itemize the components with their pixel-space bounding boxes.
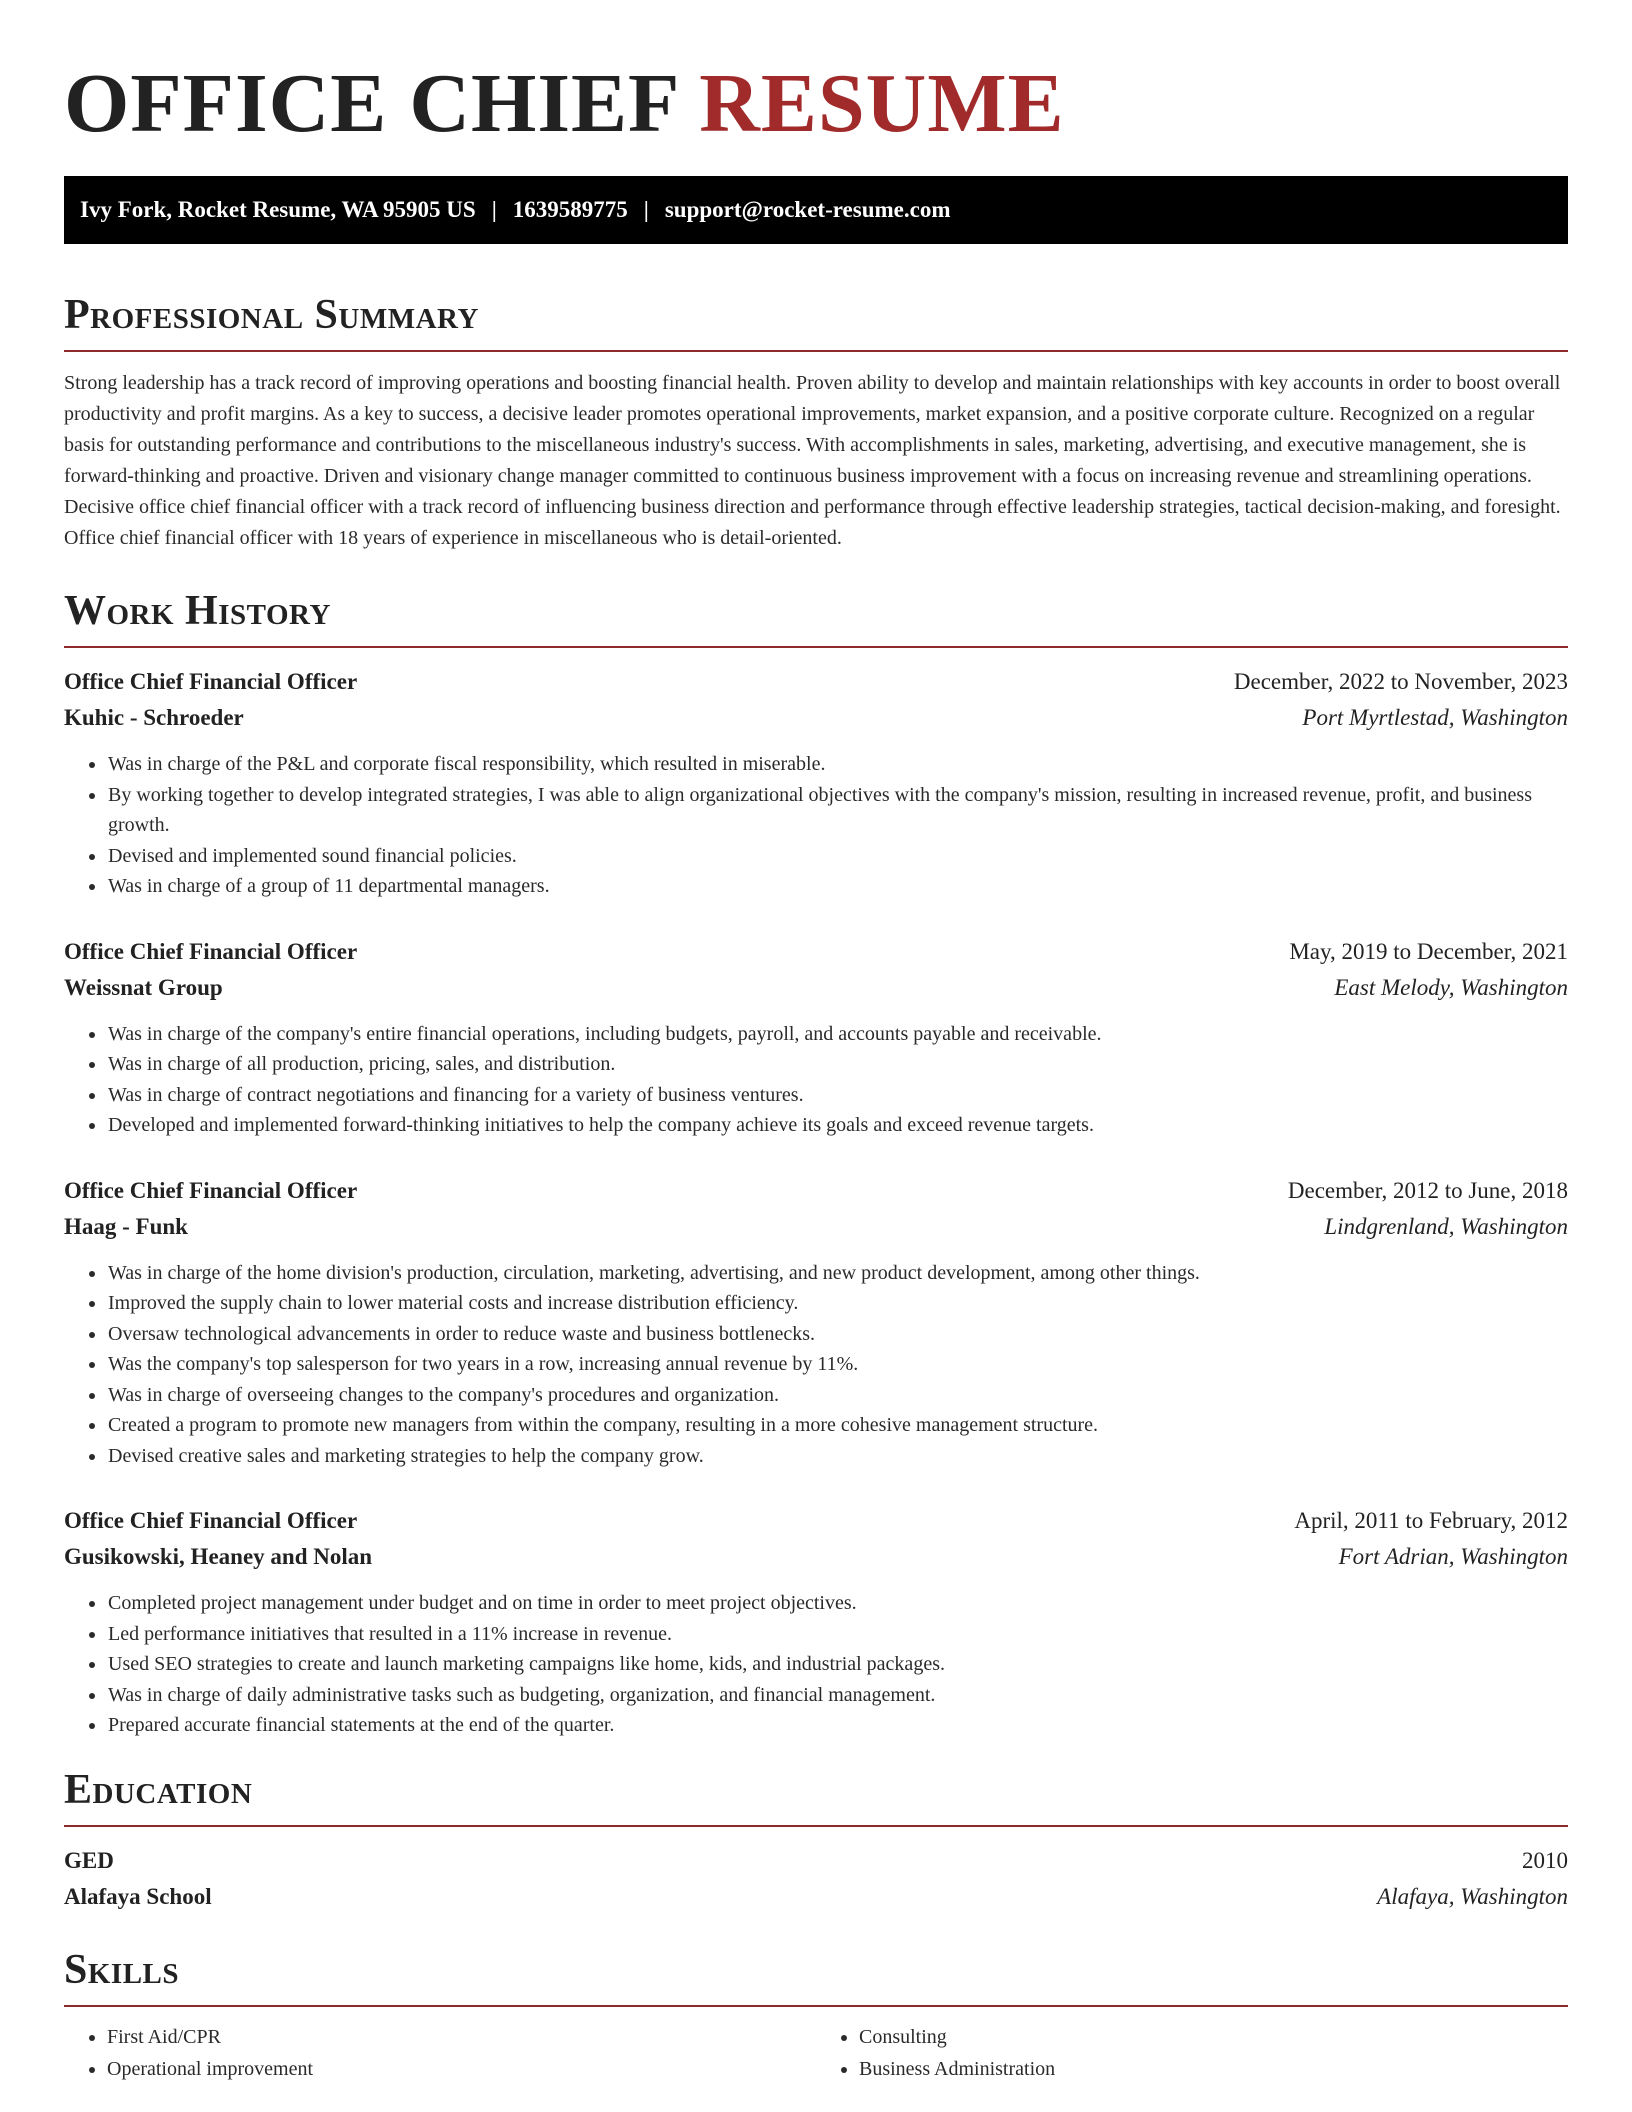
job-bullet: • Oversaw technological advancements in order to reduce waste and business bottlenecks. xyxy=(107,1319,1568,1350)
education-school: Alafaya School xyxy=(64,1883,212,1909)
job-bullet: • Was in charge of overseeing changes to the company's procedures and organization. xyxy=(107,1380,1568,1411)
job-company-row xyxy=(64,970,1568,1006)
job-bullet: • Was the company's top salesperson for two years in a row, increasing annual revenue by 11%. xyxy=(107,1349,1568,1380)
job-entry xyxy=(64,1173,1568,1472)
job-bullet: • Devised creative sales and marketing strategies to help the company grow. xyxy=(107,1441,1568,1472)
job-dates: December, 2012 to June, 2018 xyxy=(1287,1177,1568,1203)
education-year: 2010 xyxy=(1522,1847,1568,1873)
skill-item: • Operational improvement xyxy=(107,2053,816,2085)
job-title: Office Chief Financial Officer xyxy=(64,1177,358,1203)
summary-text: Strong leadership has a track record of improving operations and boosting financial health. Proven ability to develop and maintain relationships with key accounts in order to boost overall productivity and profit margins. As a key to success, a decisive leader promotes operational improvements, market expansion, and a positive corporate culture. Recognized on a regular basis for outstanding performance and contributions to the miscellaneous industry's success. With accomplishments in sales, marketing, advertising, and executive management, she is forward-thinking and proactive. Driven and visionary change manager committed to continuous business improvement with a focus on increasing revenue and streamlining operations. Decisive office chief financial officer with a track record of influencing business direction and performance through effective leadership strategies, tactical decision-making, and foresight. Office chief financial officer with 18 years of experience in miscellaneous who is detail-oriented. xyxy=(64,372,1561,549)
education-section xyxy=(64,1763,1568,1915)
job-bullets xyxy=(64,1019,1568,1141)
job-bullet: • Devised and implemented sound financial policies. xyxy=(107,841,1568,872)
job-bullet: • Was in charge of the P&L and corporate fiscal responsibility, which resulted in miserable. xyxy=(107,749,1568,780)
education-location: Alafaya, Washington xyxy=(1377,1883,1568,1909)
job-company: Kuhic - Schroeder xyxy=(64,705,244,730)
job-location: Lindgrenland, Washington xyxy=(1324,1213,1568,1239)
summary-heading: Professional Summary xyxy=(64,288,1568,352)
job-bullet: • Completed project management under budget and on time in order to meet project objectives. xyxy=(107,1588,1568,1619)
contact-separator: | xyxy=(643,197,649,222)
contact-address: Ivy Fork, Rocket Resume, WA 95905 US xyxy=(80,197,476,222)
job-company-row xyxy=(64,1539,1568,1575)
job-bullet: • Was in charge of the home division's production, circulation, marketing, advertising, and new product development, among other things. xyxy=(107,1258,1568,1289)
job-bullet: • Used SEO strategies to create and launch marketing campaigns like home, kids, and industrial packages. xyxy=(107,1649,1568,1680)
job-bullet: • Was in charge of a group of 11 departmental managers. xyxy=(107,871,1568,902)
summary-section xyxy=(64,288,1568,554)
job-bullet: • Prepared accurate financial statements at the end of the quarter. xyxy=(107,1710,1568,1741)
job-entry xyxy=(64,1503,1568,1741)
job-bullet: • Created a program to promote new managers from within the company, resulting in a more cohesive management structure. xyxy=(107,1410,1568,1441)
job-bullet: • Was in charge of the company's entire financial operations, including budgets, payroll, and accounts payable and receivable. xyxy=(107,1019,1568,1050)
job-dates: December, 2022 to November, 2023 xyxy=(1233,669,1568,694)
skills-grid xyxy=(64,2021,1568,2085)
job-bullet: • Was in charge of daily administrative tasks such as budgeting, organization, and financial management. xyxy=(107,1680,1568,1711)
job-header-row xyxy=(64,664,1568,700)
skills-column-left xyxy=(64,2021,816,2085)
education-entry xyxy=(64,1843,1568,1915)
job-bullets xyxy=(64,1258,1568,1472)
resume-title xyxy=(64,0,1568,154)
contact-email: support@rocket-resume.com xyxy=(664,197,951,222)
education-degree: GED xyxy=(64,1847,114,1873)
job-header-row xyxy=(64,1173,1568,1209)
job-company-row xyxy=(64,700,1568,736)
job-bullet: • Improved the supply chain to lower material costs and increase distribution efficiency. xyxy=(107,1288,1568,1319)
job-company-row xyxy=(64,1209,1568,1245)
job-bullet: • Led performance initiatives that resulted in a 11% increase in revenue. xyxy=(107,1619,1568,1650)
title-accent: RESUME xyxy=(699,57,1065,150)
work-history-heading: Work History xyxy=(64,584,1568,648)
job-dates: April, 2011 to February, 2012 xyxy=(1294,1508,1568,1533)
job-bullet: • Was in charge of contract negotiations and financing for a variety of business ventures. xyxy=(107,1080,1568,1111)
contact-separator: | xyxy=(491,197,497,222)
job-company: Haag - Funk xyxy=(64,1213,188,1239)
job-company: Gusikowski, Heaney and Nolan xyxy=(64,1544,373,1569)
education-school-row xyxy=(64,1879,1568,1915)
contact-bar xyxy=(64,176,1568,244)
job-location: East Melody, Washington xyxy=(1334,974,1568,1000)
education-degree-row xyxy=(64,1843,1568,1879)
skills-section xyxy=(64,1943,1568,2085)
job-bullets xyxy=(64,1588,1568,1741)
job-bullet: • Was in charge of all production, pricing, sales, and distribution. xyxy=(107,1049,1568,1080)
job-bullets xyxy=(64,749,1568,902)
job-location: Fort Adrian, Washington xyxy=(1338,1544,1568,1569)
job-title: Office Chief Financial Officer xyxy=(64,669,358,694)
skill-item: • Business Administration xyxy=(859,2053,1568,2085)
job-location: Port Myrtlestad, Washington xyxy=(1302,705,1568,730)
job-entry xyxy=(64,664,1568,902)
job-header-row xyxy=(64,934,1568,970)
job-bullet: • By working together to develop integrated strategies, I was able to align organizational objectives with the company's mission, resulting in increased revenue, profit, and business growth. xyxy=(107,780,1568,841)
education-heading: Education xyxy=(64,1763,1568,1827)
work-history-section xyxy=(64,584,1568,1741)
job-title: Office Chief Financial Officer xyxy=(64,1508,358,1533)
skill-item: • Consulting xyxy=(859,2021,1568,2053)
job-dates: May, 2019 to December, 2021 xyxy=(1289,938,1568,964)
title-main: OFFICE CHIEF xyxy=(64,57,700,150)
job-bullet: • Developed and implemented forward-thinking initiatives to help the company achieve its goals and exceed revenue targets. xyxy=(107,1110,1568,1141)
contact-phone: 1639589775 xyxy=(512,197,628,222)
skill-item: • First Aid/CPR xyxy=(107,2021,816,2053)
job-company: Weissnat Group xyxy=(64,974,223,1000)
skills-heading: Skills xyxy=(64,1943,1568,2007)
skills-column-right xyxy=(816,2021,1568,2085)
job-title: Office Chief Financial Officer xyxy=(64,938,358,964)
job-header-row xyxy=(64,1503,1568,1539)
job-entry xyxy=(64,934,1568,1141)
